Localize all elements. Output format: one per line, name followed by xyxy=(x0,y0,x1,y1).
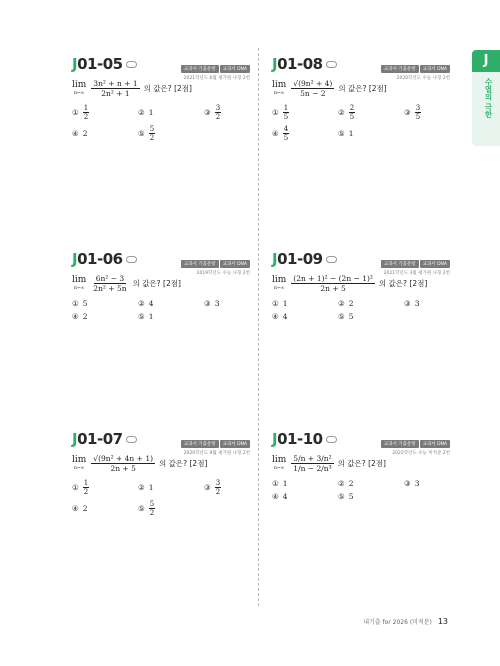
choice-denominator: 2 xyxy=(83,113,89,121)
side-tab-label: 수열의 극한 xyxy=(484,78,493,119)
limit-word: lim xyxy=(272,455,287,466)
choice-2[interactable] xyxy=(338,104,404,121)
problem-stem xyxy=(272,79,450,98)
problem-badges xyxy=(380,250,450,276)
choice-value: 2 xyxy=(82,129,88,138)
limit-subscript: n→∞ xyxy=(273,286,285,292)
page-number: 13 xyxy=(437,617,448,626)
choice-2[interactable] xyxy=(338,299,404,308)
choice-3[interactable] xyxy=(204,299,260,308)
choice-number: ⑤ xyxy=(338,129,345,138)
choice-numerator: 5 xyxy=(149,125,155,133)
choice-value: 1 xyxy=(282,299,288,308)
choice-value: 2 xyxy=(348,479,354,488)
question-text: 의 값은? [2점] xyxy=(338,84,387,93)
choice-number: ③ xyxy=(204,108,211,117)
choice-number: ② xyxy=(338,108,345,117)
problem-id-prefix: J xyxy=(272,250,278,268)
denominator: 5n − 2 xyxy=(300,89,326,98)
choice-value: 3 xyxy=(414,479,420,488)
choice-fraction xyxy=(83,479,89,496)
choice-value: 4 xyxy=(148,299,154,308)
choice-4[interactable] xyxy=(72,312,138,321)
choice-fraction xyxy=(283,104,289,121)
problem-badges xyxy=(180,55,250,81)
choice-number: ① xyxy=(272,299,279,308)
problem-source: 2022학년도 수능 미적분 2번 xyxy=(392,451,450,456)
choice-4[interactable] xyxy=(72,129,138,138)
choice-number: ④ xyxy=(72,129,79,138)
badge-past-exam: 교과서 기출문항 xyxy=(381,260,419,268)
limit-subscript: n→∞ xyxy=(73,91,85,97)
problem-id-number: 01-08 xyxy=(277,55,323,73)
choice-number: ② xyxy=(138,108,145,117)
answer-choices xyxy=(272,104,450,142)
choice-fraction xyxy=(415,104,421,121)
problem-01-09 xyxy=(272,250,450,321)
problem-id-prefix: J xyxy=(272,55,278,73)
problem-badges xyxy=(180,430,250,456)
choice-fraction xyxy=(215,104,221,121)
limit-subscript: n→∞ xyxy=(73,466,85,472)
choice-1[interactable] xyxy=(272,104,338,121)
choice-numerator: 5 xyxy=(149,500,155,508)
denominator: 2n + 5 xyxy=(110,464,136,473)
choice-number: ① xyxy=(72,108,79,117)
choice-fraction xyxy=(349,104,355,121)
badge-dna: 교과서 DNA xyxy=(220,65,250,73)
denominator: 2n + 5 xyxy=(320,284,346,293)
answer-choices xyxy=(72,479,250,517)
numerator: (2n + 1)² − (2n − 1)² xyxy=(293,274,373,283)
choice-1[interactable] xyxy=(272,299,338,308)
choice-numerator: 2 xyxy=(349,104,355,112)
problem-id-prefix: J xyxy=(72,55,78,73)
choice-number: ④ xyxy=(72,504,79,513)
problem-stem xyxy=(72,79,250,98)
choice-1[interactable] xyxy=(72,479,138,496)
question-text: 의 값은? [2점] xyxy=(337,459,386,468)
column-divider xyxy=(258,48,259,606)
problem-source: 2021학년도 3월 평가원 나형 2번 xyxy=(383,271,450,276)
choice-fraction xyxy=(215,479,221,496)
choice-denominator: 2 xyxy=(149,134,155,142)
limit-symbol xyxy=(72,275,86,291)
check-box-icon[interactable] xyxy=(126,61,137,68)
choice-number: ① xyxy=(272,479,279,488)
choice-number: ⑤ xyxy=(338,312,345,321)
choice-number: ⑤ xyxy=(138,129,145,138)
check-box-icon[interactable] xyxy=(326,436,337,443)
choice-value: 3 xyxy=(414,299,420,308)
problem-source: 2021학년도 6월 평가원 나형 2번 xyxy=(183,76,250,81)
badge-past-exam: 교과서 기출문항 xyxy=(181,440,219,448)
choice-value: 5 xyxy=(348,312,354,321)
choice-number: ① xyxy=(272,108,279,117)
choice-5[interactable] xyxy=(338,129,404,138)
choice-denominator: 2 xyxy=(215,488,221,496)
choice-5[interactable] xyxy=(138,125,204,142)
expression-fraction xyxy=(91,79,139,98)
choice-3[interactable] xyxy=(404,104,460,121)
choice-value: 2 xyxy=(82,312,88,321)
expression-fraction xyxy=(91,274,128,293)
expression-fraction xyxy=(91,454,155,473)
question-text: 의 값은? [2점] xyxy=(378,279,428,288)
choice-number: ① xyxy=(72,299,79,308)
choice-value: 1 xyxy=(148,108,154,117)
choice-4[interactable] xyxy=(272,125,338,142)
check-box-icon[interactable] xyxy=(126,436,137,443)
problem-01-07 xyxy=(72,430,250,517)
choice-number: ③ xyxy=(204,483,211,492)
limit-subscript: n→∞ xyxy=(273,466,285,472)
choice-4[interactable] xyxy=(272,312,338,321)
choice-value: 4 xyxy=(282,492,288,501)
choice-number: ② xyxy=(338,299,345,308)
choice-number: ⑤ xyxy=(338,492,345,501)
choice-number: ② xyxy=(338,479,345,488)
badge-past-exam: 교과서 기출문항 xyxy=(381,65,419,73)
choice-number: ③ xyxy=(404,299,411,308)
choice-value: 3 xyxy=(214,299,220,308)
choice-4[interactable] xyxy=(72,504,138,513)
choice-1[interactable] xyxy=(272,479,338,488)
numerator: √(9n² + 4) xyxy=(293,79,333,88)
choice-4[interactable] xyxy=(272,492,338,501)
choice-number: ④ xyxy=(272,492,279,501)
problem-stem xyxy=(72,274,250,293)
problem-id-number: 01-10 xyxy=(277,430,323,448)
question-text: 의 값은? [2점] xyxy=(159,459,208,468)
denominator: 1/n − 2/n³ xyxy=(293,464,332,473)
choice-denominator: 2 xyxy=(215,113,221,121)
choice-number: ② xyxy=(138,299,145,308)
limit-word: lim xyxy=(272,275,287,286)
problem-source: 2020학년도 수능 나형 2번 xyxy=(396,76,450,81)
problem-01-10 xyxy=(272,430,450,501)
choice-5[interactable] xyxy=(338,492,404,501)
choice-value: 1 xyxy=(148,483,154,492)
choice-2[interactable] xyxy=(138,108,204,117)
problem-badges xyxy=(380,55,450,81)
choice-number: ④ xyxy=(72,312,79,321)
expression-fraction xyxy=(291,454,333,473)
choice-value: 2 xyxy=(82,504,88,513)
question-text: 의 값은? [2점] xyxy=(143,84,192,93)
choice-fraction xyxy=(83,104,89,121)
problem-id-prefix: J xyxy=(72,430,78,448)
question-text: 의 값은? [2점] xyxy=(132,279,181,288)
problem-badges xyxy=(180,250,250,276)
expression-fraction xyxy=(291,274,375,293)
problem-stem xyxy=(72,454,250,473)
choice-fraction xyxy=(283,125,289,142)
problem-stem xyxy=(272,274,450,293)
answer-choices xyxy=(72,104,250,142)
numerator: √(9n² + 4n + 1) xyxy=(93,454,154,463)
limit-word: lim xyxy=(72,455,87,466)
page-footer xyxy=(363,617,448,626)
choice-value: 2 xyxy=(348,299,354,308)
choice-denominator: 5 xyxy=(283,134,289,142)
choice-number: ① xyxy=(72,483,79,492)
problem-id-number: 01-09 xyxy=(277,250,323,268)
choice-number: ⑤ xyxy=(138,312,145,321)
numerator: 5/n + 3/n² xyxy=(293,454,332,463)
expression-fraction xyxy=(291,79,334,98)
problem-source: 2020학년도 9월 평가원 나형 2번 xyxy=(183,451,250,456)
choice-number: ⑤ xyxy=(138,504,145,513)
problem-01-08 xyxy=(272,55,450,142)
choice-5[interactable] xyxy=(138,312,204,321)
choice-number: ③ xyxy=(204,299,211,308)
badge-past-exam: 교과서 기출문항 xyxy=(181,65,219,73)
badge-dna: 교과서 DNA xyxy=(420,260,450,268)
choice-numerator: 3 xyxy=(215,479,221,487)
choice-5[interactable] xyxy=(138,500,204,517)
limit-symbol xyxy=(272,80,286,96)
limit-word: lim xyxy=(72,275,87,286)
choice-number: ④ xyxy=(272,312,279,321)
problem-source: 2019학년도 수능 나형 2번 xyxy=(196,271,250,276)
choice-3[interactable] xyxy=(404,299,460,308)
limit-subscript: n→∞ xyxy=(73,286,85,292)
choice-5[interactable] xyxy=(338,312,404,321)
problem-id-number: 01-07 xyxy=(77,430,123,448)
choice-numerator: 3 xyxy=(215,104,221,112)
problem-id-number: 01-06 xyxy=(77,250,123,268)
numerator: 6n² − 3 xyxy=(95,274,125,283)
choice-numerator: 1 xyxy=(83,479,89,487)
choice-denominator: 5 xyxy=(283,113,289,121)
problem-id-prefix: J xyxy=(72,250,78,268)
choice-value: 1 xyxy=(348,129,354,138)
check-box-icon[interactable] xyxy=(126,256,137,263)
answer-choices xyxy=(72,299,250,321)
choice-denominator: 2 xyxy=(83,488,89,496)
choice-denominator: 5 xyxy=(349,113,355,121)
choice-numerator: 4 xyxy=(283,125,289,133)
answer-choices xyxy=(272,299,450,321)
badge-dna: 교과서 DNA xyxy=(420,65,450,73)
choice-value: 5 xyxy=(348,492,354,501)
denominator: 2n² + 5n xyxy=(93,284,127,293)
badge-dna: 교과서 DNA xyxy=(220,260,250,268)
choice-3[interactable] xyxy=(404,479,460,488)
choice-value: 5 xyxy=(82,299,88,308)
choice-3[interactable] xyxy=(204,479,260,496)
choice-2[interactable] xyxy=(138,483,204,492)
choice-3[interactable] xyxy=(204,104,260,121)
problem-badges xyxy=(380,430,450,456)
problem-id-prefix: J xyxy=(272,430,278,448)
problem-stem xyxy=(272,454,450,473)
check-box-icon[interactable] xyxy=(326,256,337,263)
problem-01-05 xyxy=(72,55,250,142)
answer-choices xyxy=(272,479,450,501)
choice-numerator: 1 xyxy=(83,104,89,112)
limit-symbol xyxy=(272,455,286,471)
choice-1[interactable] xyxy=(72,104,138,121)
limit-symbol xyxy=(272,275,286,291)
choice-fraction xyxy=(149,125,155,142)
choice-value: 4 xyxy=(282,312,288,321)
limit-subscript: n→∞ xyxy=(273,91,285,97)
choice-value: 1 xyxy=(148,312,154,321)
badge-dna: 교과서 DNA xyxy=(420,440,450,448)
choice-value: 1 xyxy=(282,479,288,488)
choice-number: ③ xyxy=(404,479,411,488)
choice-fraction xyxy=(149,500,155,517)
choice-1[interactable] xyxy=(72,299,138,308)
choice-2[interactable] xyxy=(338,479,404,488)
choice-number: ④ xyxy=(272,129,279,138)
side-tab-letter: J xyxy=(472,50,500,72)
problem-id-number: 01-05 xyxy=(77,55,123,73)
badge-past-exam: 교과서 기출문항 xyxy=(181,260,219,268)
choice-2[interactable] xyxy=(138,299,204,308)
badge-dna: 교과서 DNA xyxy=(220,440,250,448)
choice-numerator: 1 xyxy=(283,104,289,112)
choice-number: ③ xyxy=(404,108,411,117)
choice-number: ② xyxy=(138,483,145,492)
choice-numerator: 3 xyxy=(415,104,421,112)
check-box-icon[interactable] xyxy=(326,61,337,68)
limit-word: lim xyxy=(72,80,87,91)
limit-word: lim xyxy=(272,80,287,91)
badge-past-exam: 교과서 기출문항 xyxy=(381,440,419,448)
choice-denominator: 5 xyxy=(415,113,421,121)
footer-book-title: 내기출 for 2026 (미적분) xyxy=(363,619,432,626)
choice-denominator: 2 xyxy=(149,509,155,517)
limit-symbol xyxy=(72,455,86,471)
problem-01-06 xyxy=(72,250,250,321)
limit-symbol xyxy=(72,80,86,96)
numerator: 3n² + n + 1 xyxy=(93,79,138,88)
denominator: 2n² + 1 xyxy=(101,89,130,98)
